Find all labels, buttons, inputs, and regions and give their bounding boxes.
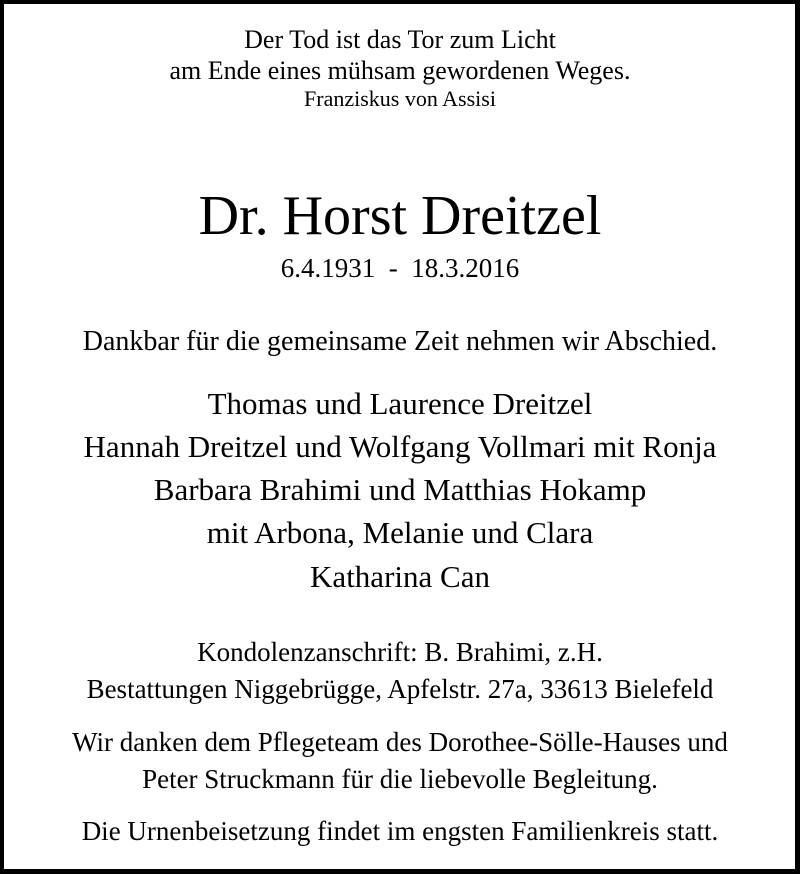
mourner-line: mit Arbona, Melanie und Clara	[206, 515, 594, 550]
mourner-line: Thomas und Laurence Dreitzel	[207, 386, 593, 421]
condolence-address-line-2: Bestattungen Niggebrügge, Apfelstr. 27a, 33613 Bielefeld	[86, 674, 714, 704]
thanks-line-1: Wir danken dem Pflegeteam des Dorothee-Sölle-Hauses und	[72, 727, 728, 757]
life-dates: 6.4.1931 - 18.3.2016	[280, 253, 520, 283]
quote-line-2: am Ende eines mühsam gewordenen Weges.	[169, 56, 631, 85]
quote-author: Franziskus von Assisi	[304, 86, 496, 111]
burial-note: Die Urnenbeisetzung findet im engsten Familienkreis statt.	[81, 816, 719, 846]
deceased-name: Dr. Horst Dreitzel	[198, 185, 602, 247]
farewell-text: Dankbar für die gemeinsame Zeit nehmen wir Abschied.	[82, 326, 718, 357]
mourner-line: Hannah Dreitzel und Wolfgang Vollmari mit Ronja	[83, 429, 717, 464]
condolence-address-line-1: Kondolenzanschrift: B. Brahimi, z.H.	[197, 637, 603, 667]
mourner-line: Katharina Can	[310, 559, 490, 594]
mourner-line: Barbara Brahimi und Matthias Hokamp	[153, 472, 647, 507]
thanks-line-2: Peter Struckmann für die liebevolle Begleitung.	[142, 764, 658, 794]
quote-line-1: Der Tod ist das Tor zum Licht	[244, 25, 556, 54]
